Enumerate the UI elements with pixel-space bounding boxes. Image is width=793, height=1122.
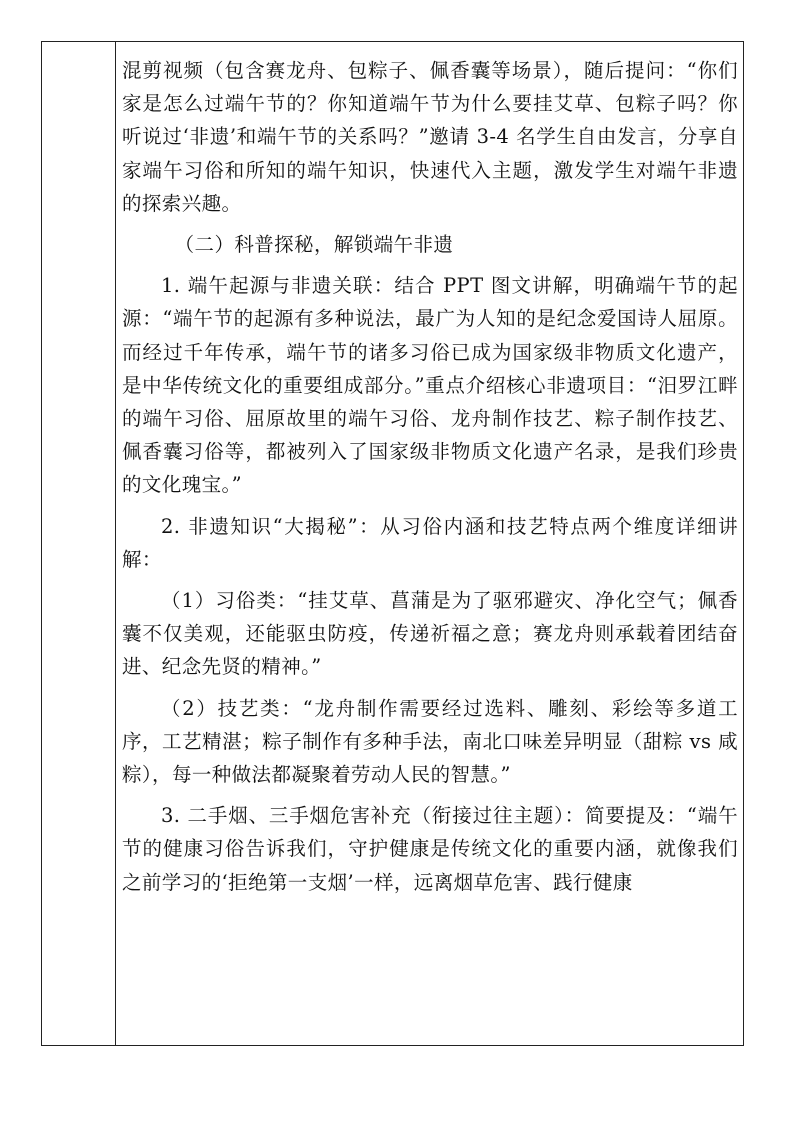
origin-paragraph: 1. 端午起源与非遗关联：结合 PPT 图文讲解，明确端午节的起源：“端午节的起源有多种说法，最广为人知的是纪念爱国诗人屈原。而经过千年传承，端午节的诸多习俗已成为国家级非物质文化遗产，是中华传统文化的重要组成部分。”重点介绍核心非遗项目：“汨罗江畔的端午习俗、屈原故里的端午习俗、龙舟制作技艺、粽子制作技艺、佩香囊习俗等，都被列入了国家级非物质文化遗产名录，是我们珍贵的文化瑰宝。” xyxy=(122,274,738,497)
section-heading: （二）科普探秘，解锁端午非遗 xyxy=(174,233,454,257)
customs-paragraph: （1）习俗类：“挂艾草、菖蒲是为了驱邪避灾、净化空气；佩香囊不仅美观，还能驱虫防疫，传递祈福之意；赛龙舟则承载着团结奋进、纪念先贤的精神。” xyxy=(122,589,738,679)
craft-paragraph: （2）技艺类：“龙舟制作需要经过选料、雕刻、彩绘等多道工序，工艺精湛；粽子制作有多种手法，南北口味差异明显（甜粽 vs 咸粽），每一种做法都凝聚着劳动人民的智慧。” xyxy=(122,696,738,787)
lesson-plan-table xyxy=(41,41,744,1046)
table-content-cell xyxy=(122,54,738,899)
table-column-divider xyxy=(115,42,116,1045)
smoke-paragraph: 3. 二手烟、三手烟危害补充（衔接过往主题）：简要提及：“端午节的健康习俗告诉我们，守护健康是传统文化的重要内涵，就像我们之前学习的‘拒绝第一支烟’一样，远离烟草危害、践行健康 xyxy=(122,804,738,894)
intro-paragraph: 混剪视频（包含赛龙舟、包粽子、佩香囊等场景），随后提问：“你们家是怎么过端午节的？你知道端午节为什么要挂艾草、包粽子吗？你听说过‘非遗’和端午节的关系吗？”邀请 3-4 名学生自由发言，分享自家端午习俗和所知的端午知识，快速代入主题，激发学生对端午非遗的探索兴趣。 xyxy=(122,59,738,215)
knowledge-paragraph: 2. 非遗知识“大揭秘”：从习俗内涵和技艺特点两个维度详细讲解： xyxy=(122,514,738,571)
